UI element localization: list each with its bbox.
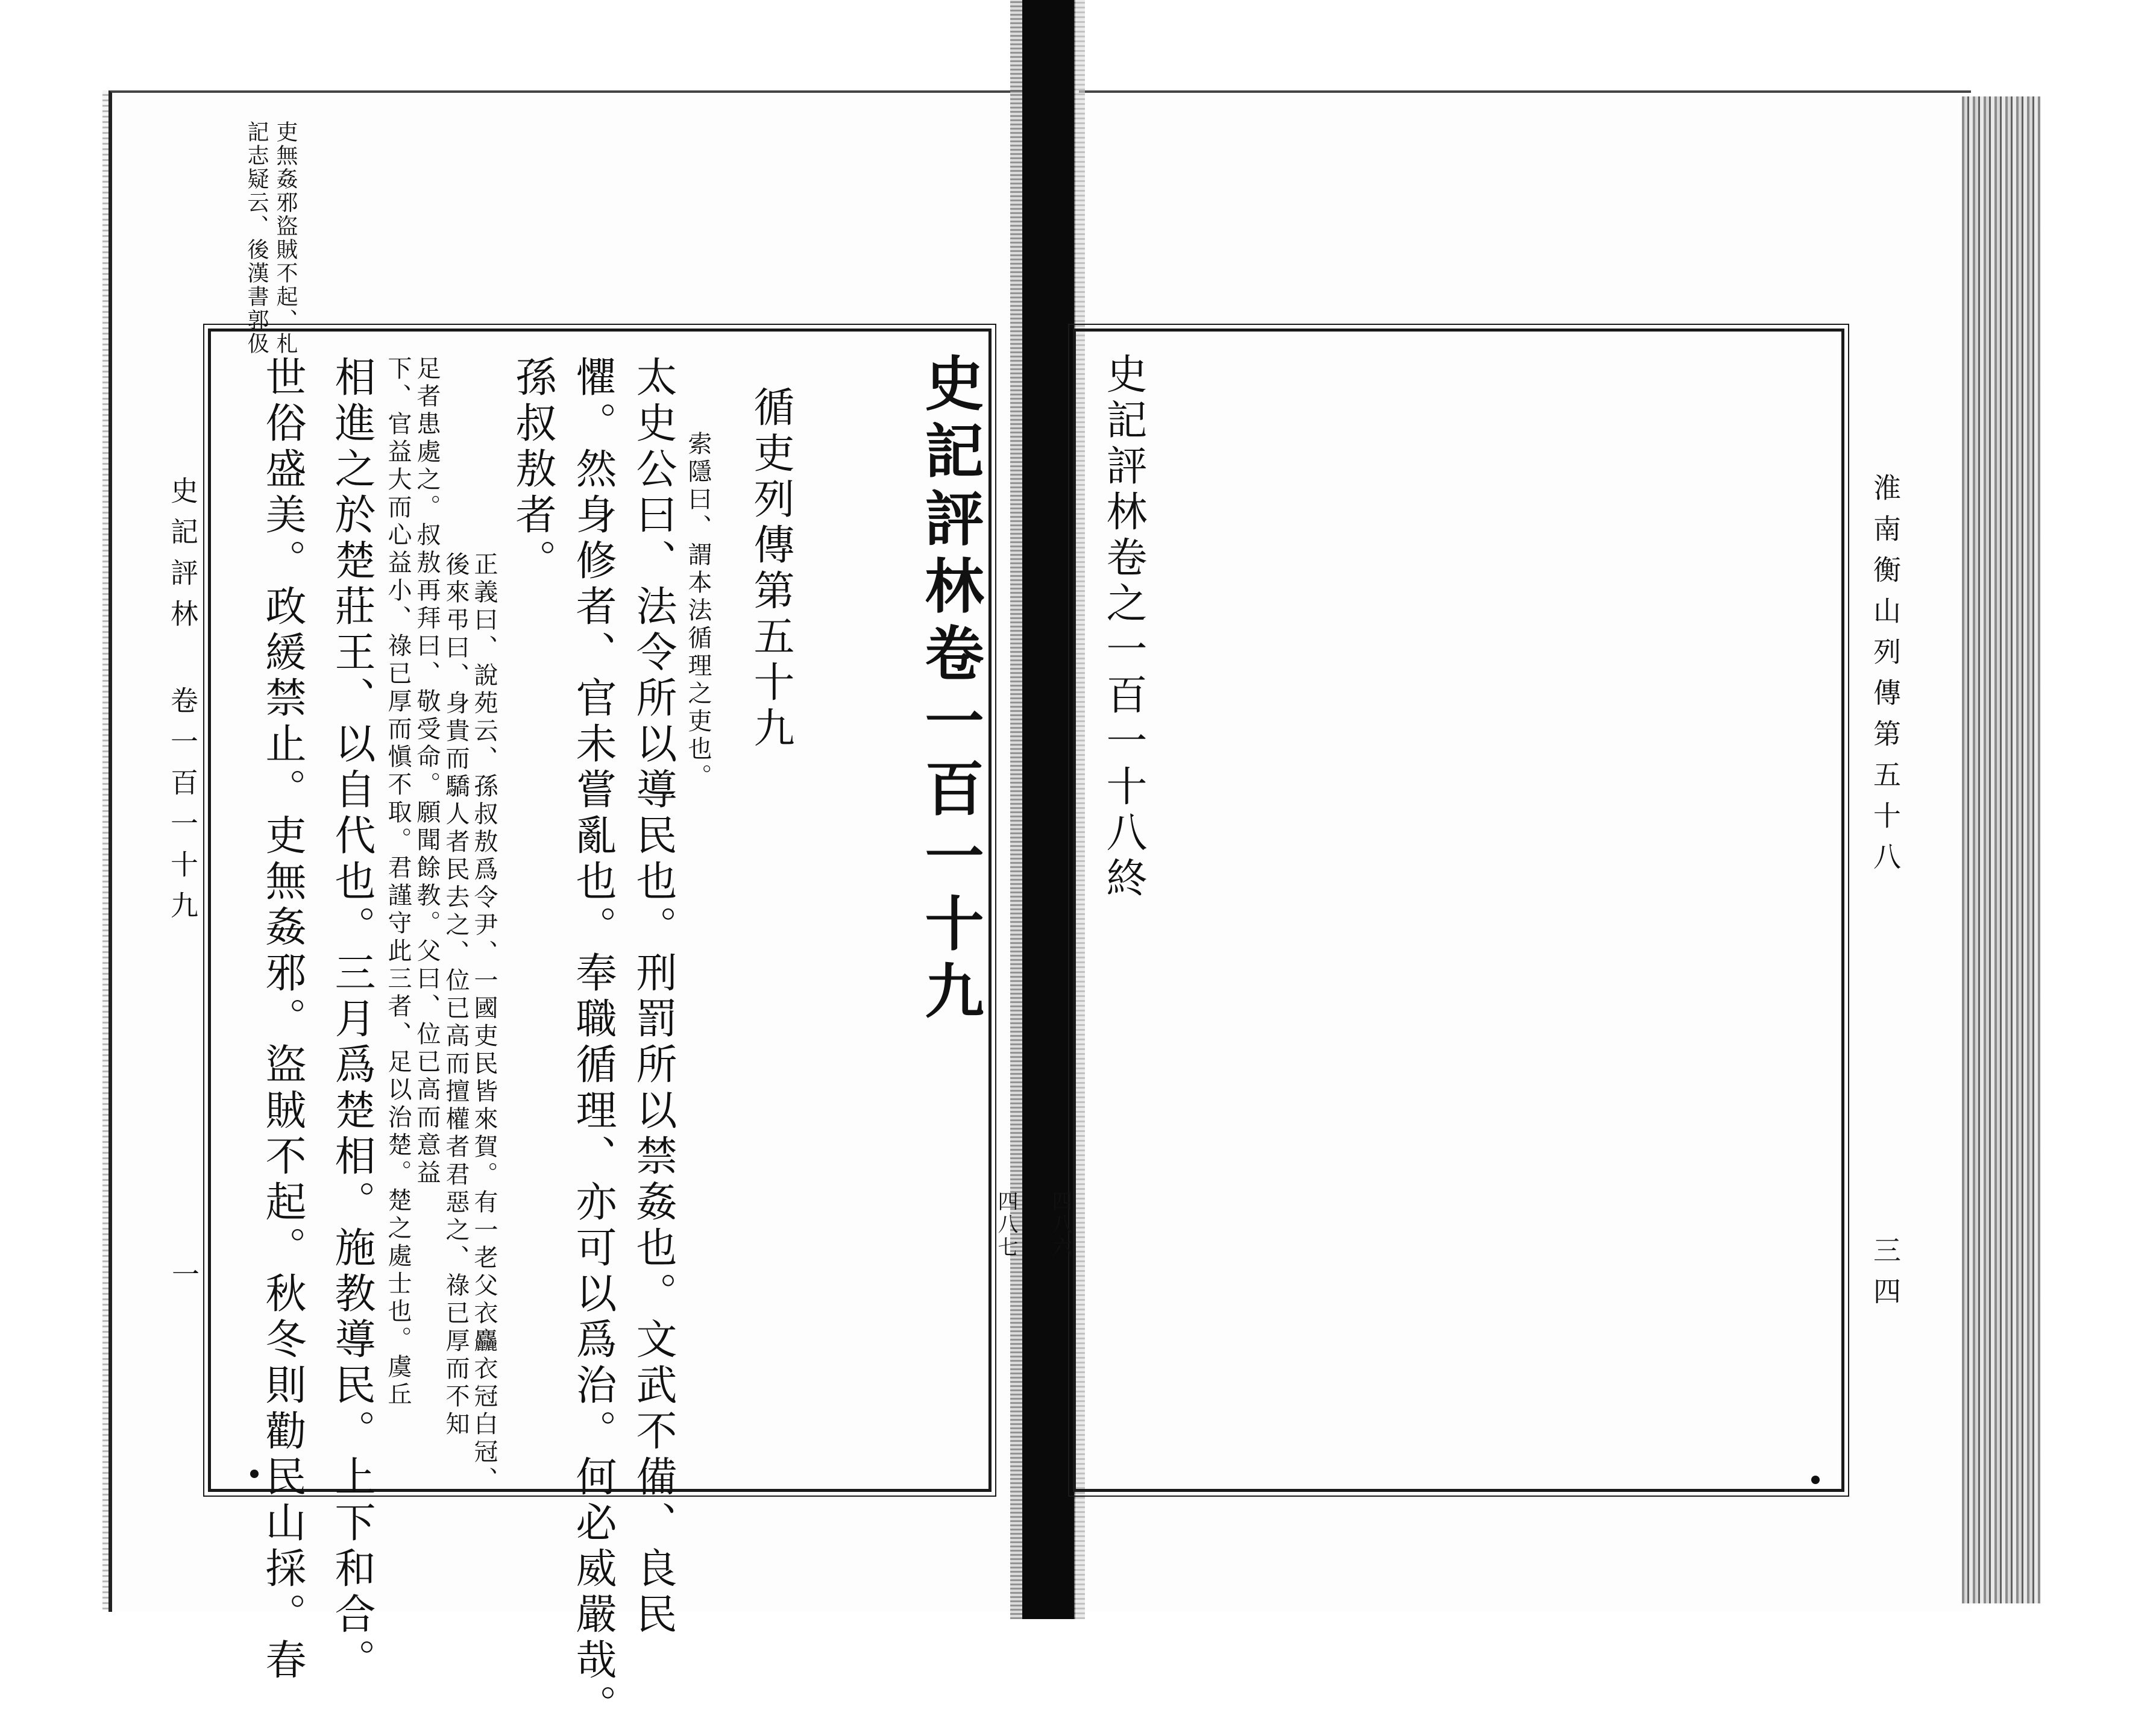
headnote-line-2: 記志疑云、後漢書郭伋 [244, 121, 269, 356]
left-page-marker: 一 [168, 1260, 200, 1301]
main-volume-title: 史記評林卷一百一十九 [915, 353, 984, 1028]
text-column: 懼。然身修者、官未嘗亂也。奉職循理、亦可以爲治。何必威嚴哉。 [569, 356, 617, 1730]
ink-dot [250, 1470, 259, 1478]
right-running-head: 淮南衡山列傳第五十八 [1869, 473, 1902, 883]
right-folio: 四八六 [1048, 1191, 1072, 1259]
ink-dot [1811, 1476, 1820, 1484]
text-column: 太史公曰、法令所以導民也。刑罰所以禁姦也。文武不備、良民 [629, 356, 677, 1638]
left-running-head: 史記評林 卷一百一十九 [166, 476, 199, 932]
left-folio: 四八七 [994, 1191, 1018, 1259]
text-column: 相進之於楚莊王、以自代也。三月爲楚相。施教導民。上下和合。 [328, 356, 376, 1684]
annotation-column: 後來弔曰、身貴而驕人者民去之、位已高而擅權者君惡之、祿已厚而不知 [442, 552, 470, 1439]
book-spine-gutter [1022, 0, 1075, 1619]
annotation-column: 足者患處之。叔敖再拜曰、敬受命。願聞餘教。父曰、位已高而意益 [413, 356, 441, 1187]
annotation-column: 正義曰、說苑云、孫叔敖爲令尹、一國吏民皆來賀。有一老父衣麤衣冠白冠、 [470, 552, 498, 1494]
right-text-frame [1073, 329, 1844, 1492]
right-page-edge-stack [1962, 96, 2040, 1603]
text-column: 孫叔敖者。 [509, 356, 556, 585]
annotation-column: 下、官益大而心益小、祿已厚而愼不取。君謹守此三者、足以治楚。楚之處士也。虞丘 [384, 356, 412, 1409]
end-of-volume-line: 史記評林卷之一百一十八終 [1099, 353, 1147, 902]
gutter-shadow-left [1010, 0, 1023, 1619]
chapter-title: 循吏列傳第五十九 [747, 386, 794, 752]
right-page-number: 三四 [1869, 1236, 1902, 1318]
text-column: 世俗盛美。政緩禁止。吏無姦邪。盜賊不起。秋冬則勸民山採。春 [259, 356, 306, 1684]
headnote-line-1: 吏無姦邪盜賊不起、札 [273, 121, 298, 356]
annotation-column: 索隱曰、謂本法循理之吏也。 [684, 431, 712, 791]
